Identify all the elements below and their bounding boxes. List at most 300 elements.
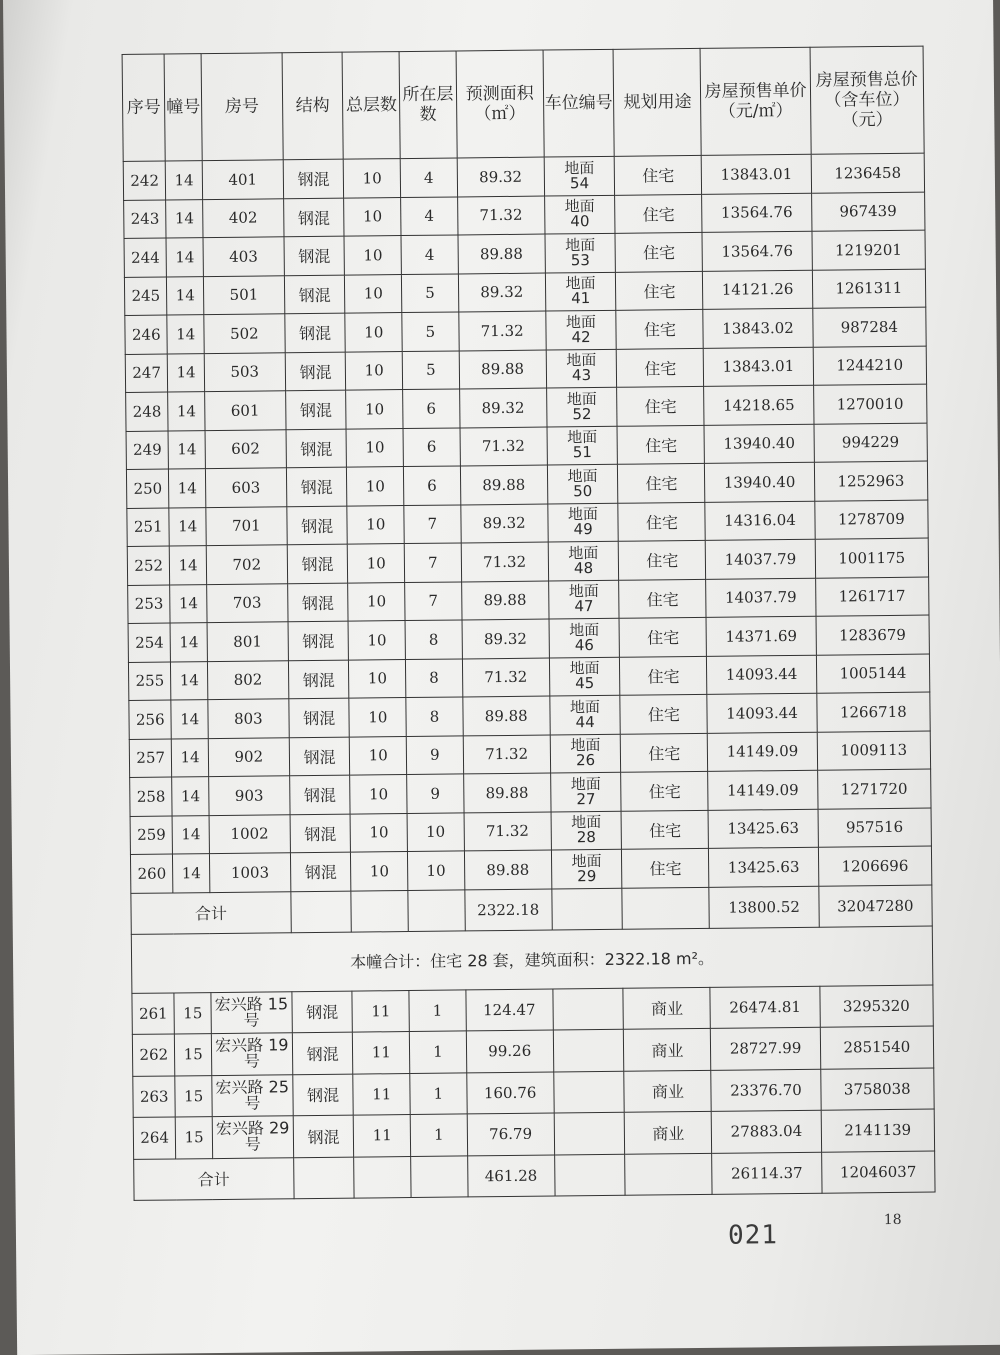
room-cell: 603 [205,468,286,507]
page-number: 18 [883,1211,902,1229]
price-table-container [122,46,936,1201]
parking-cell-line1: 地面 [571,813,602,832]
unit-price-cell: 14037.79 [706,539,816,579]
parking-cell-line2: 46 [574,635,594,655]
parking-cell-line1: 地面 [567,505,599,524]
total-floors-cell: 11 [353,1073,410,1115]
usage-cell: 住宅 [618,463,705,502]
parking-cell [547,426,618,465]
parking-cell [548,580,619,619]
building-cell: 15 [176,1117,213,1159]
usage-cell: 住宅 [621,733,708,772]
seq-cell: 263 [133,1075,176,1117]
structure-cell: 钢混 [285,390,346,429]
parking-cell-line2: 40 [570,212,590,231]
room-cell: 902 [208,737,289,776]
structure-cell: 钢混 [290,852,351,891]
parking-cell-line2: 26 [575,751,596,770]
total-price-cell: 1219201 [812,230,926,270]
parking-cell [544,195,615,234]
parking-cell [549,657,620,696]
area-cell: 71.32 [459,311,546,350]
unit-price-cell: 14149.09 [708,770,818,810]
total-floors-cell: 10 [345,274,402,313]
parking-cell-line2: 53 [570,250,590,270]
structure-cell: 钢混 [292,1032,353,1074]
structure-cell: 钢混 [287,583,348,622]
usage-cell: 住宅 [617,386,704,425]
usage-cell: 商业 [623,987,710,1029]
unit-price-cell: 14093.44 [707,693,817,733]
total-floors-cell: 10 [344,236,401,275]
structure-cell: 钢混 [286,467,347,506]
parking-cell-line1: 地面 [565,274,596,293]
parking-cell-line2: 52 [572,404,592,424]
unit-price-cell: 14093.44 [707,655,817,695]
unit-price-cell: 28727.99 [711,1027,821,1070]
subtotal-total-price: 32047280 [818,885,932,927]
parking-cell [549,618,620,657]
usage-cell: 住宅 [615,194,702,233]
total-floors-cell: 10 [350,775,407,814]
total-floors-cell: 10 [346,428,403,467]
parking-cell-line2: 51 [572,443,592,462]
subtotal-row-building-15 [134,1151,935,1200]
structure-cell: 钢混 [287,506,348,545]
address-cell-line1: 宏兴路 19 [214,1035,289,1056]
floor-cell: 8 [406,697,463,736]
room-cell: 802 [207,660,288,699]
structure-cell: 钢混 [283,159,344,198]
area-cell: 89.88 [463,696,550,735]
address-cell [211,991,292,1033]
total-floors-cell: 10 [349,659,406,698]
floor-cell: 5 [402,312,459,351]
seq-cell: 252 [127,546,170,585]
seq-cell: 243 [124,200,167,239]
total-floors-cell: 10 [348,582,405,621]
header-room: 房号 [201,53,283,161]
parking-cell-line2: 49 [573,520,593,539]
building-cell: 14 [173,854,210,893]
building-cell: 15 [175,1075,212,1117]
parking-cell-line1: 地面 [570,774,601,794]
usage-cell: 住宅 [622,848,709,887]
parking-cell-line1: 地面 [571,851,602,871]
structure-cell: 钢混 [284,275,345,314]
parking-cell-line2: 45 [575,674,595,693]
room-cell: 502 [204,314,285,353]
room-cell: 601 [204,391,285,430]
structure-cell: 钢混 [292,991,353,1033]
parking-cell-line1: 地面 [568,582,599,601]
building-cell: 14 [173,815,210,854]
seq-cell: 258 [130,777,173,816]
floor-cell: 9 [406,735,463,774]
subtotal-unit-price: 13800.52 [709,886,819,928]
table-header-row [122,46,924,161]
building-cell: 14 [166,199,203,238]
structure-cell: 钢混 [284,236,345,275]
total-price-cell: 1271720 [817,769,931,809]
building-cell: 14 [169,507,206,546]
seq-cell: 251 [127,508,170,547]
total-price-cell: 1283679 [816,615,930,655]
floor-cell: 5 [401,273,458,312]
total-floors-cell: 10 [347,505,404,544]
total-floors-cell: 10 [344,197,401,236]
seq-cell: 257 [129,738,172,777]
room-cell: 801 [207,622,288,661]
subtotal-label: 合计 [134,1157,294,1200]
parking-cell [553,1071,624,1113]
usage-cell: 住宅 [620,694,707,733]
usage-cell: 住宅 [615,155,702,194]
usage-cell: 商业 [624,1028,711,1070]
seq-cell: 261 [132,992,175,1034]
parking-cell-line2: 27 [576,789,596,809]
subtotal-label: 合计 [131,891,291,934]
unit-price-cell: 13940.40 [705,462,815,502]
total-price-cell: 1252963 [814,461,928,501]
building-cell: 14 [172,738,209,777]
unit-price-cell: 14218.65 [704,385,814,425]
parking-cell [548,541,619,580]
building-cell: 14 [167,276,204,315]
header-unit-price: 房屋预售单价（元/㎡） [700,47,810,155]
area-cell: 89.32 [457,157,544,196]
unit-price-cell: 13564.76 [702,193,812,233]
area-cell: 89.88 [458,234,545,273]
total-floors-cell: 10 [348,544,405,583]
structure-cell: 钢混 [288,621,349,660]
unit-price-cell: 13940.40 [704,424,814,464]
parking-cell-line1: 地面 [569,659,600,678]
parking-cell [547,503,618,542]
building-cell: 14 [171,661,208,700]
parking-cell [545,233,616,272]
total-price-cell: 967439 [811,192,925,232]
header-total-price: 房屋预售总价（含车位）（元） [810,46,924,154]
room-cell: 701 [206,506,287,545]
structure-cell: 钢混 [289,775,350,814]
usage-cell: 住宅 [618,502,705,541]
area-cell: 71.32 [457,196,544,235]
building-cell: 14 [168,392,205,431]
seq-cell: 244 [124,238,167,277]
room-cell: 401 [202,160,283,199]
building-cell: 14 [169,469,206,508]
address-cell-line1: 宏兴路 15 [214,994,289,1014]
seq-cell: 249 [126,431,169,470]
structure-cell: 钢混 [286,429,347,468]
room-cell: 1002 [209,814,290,853]
subtotal-area: 2322.18 [465,889,552,931]
usage-cell: 住宅 [619,540,706,579]
area-cell: 160.76 [466,1072,553,1114]
seq-cell: 256 [129,700,172,739]
unit-price-cell: 13425.63 [709,847,819,887]
total-floors-cell: 11 [354,1115,411,1157]
total-price-cell: 1236458 [811,153,925,193]
room-cell: 703 [207,583,288,622]
structure-cell: 钢混 [283,198,344,237]
floor-cell: 4 [401,196,458,235]
total-floors-cell: 10 [351,813,408,852]
structure-cell: 钢混 [288,660,349,699]
room-cell: 403 [203,237,284,276]
floor-cell: 4 [400,158,457,197]
usage-cell: 住宅 [619,617,706,656]
total-price-cell: 3295320 [820,985,934,1028]
total-price-cell: 994229 [814,423,928,463]
usage-cell: 住宅 [617,425,704,464]
unit-price-cell: 14316.04 [705,501,815,541]
usage-cell: 住宅 [621,771,708,810]
unit-price-cell: 13843.02 [703,308,813,348]
total-price-cell: 1005144 [816,654,930,694]
seq-cell: 254 [128,623,171,662]
total-price-cell: 3758038 [820,1068,934,1111]
area-cell: 124.47 [466,989,553,1031]
parking-cell [546,349,617,388]
total-price-cell: 957516 [818,808,932,848]
header-usage: 规划用途 [614,48,702,156]
header-total-floors: 总层数 [343,52,401,160]
parking-cell-line2: 29 [577,866,597,886]
unit-price-cell: 13843.01 [702,154,812,194]
unit-price-cell: 14037.79 [706,578,816,618]
parking-cell-line1: 地面 [567,466,598,486]
usage-cell: 商业 [625,1111,712,1153]
total-price-cell: 1270010 [813,384,927,424]
floor-cell: 6 [403,389,460,428]
unit-price-cell: 14121.26 [703,270,813,310]
area-cell: 89.32 [459,388,546,427]
room-cell: 503 [204,352,285,391]
floor-cell: 1 [409,989,466,1031]
floor-cell: 1 [410,1114,467,1156]
room-cell: 402 [202,198,283,237]
room-cell: 903 [209,776,290,815]
parking-cell-line1: 地面 [569,620,600,640]
parking-cell [550,734,621,773]
usage-cell: 住宅 [616,309,703,348]
room-cell: 602 [205,429,286,468]
parking-cell-line1: 地面 [568,543,599,563]
document-page [3,0,1000,1355]
building-cell: 14 [167,315,204,354]
header-parking: 车位编号 [543,49,615,157]
parking-cell-line2: 54 [569,173,590,193]
total-price-cell: 1244210 [813,346,927,386]
parking-cell-line1: 地面 [567,428,598,447]
stamp-number: 021 [727,1220,779,1251]
total-floors-cell: 11 [353,1032,410,1074]
structure-cell: 钢混 [293,1074,354,1116]
total-price-cell: 1278709 [814,500,928,540]
header-floor: 所在层数 [399,51,457,159]
room-cell: 1003 [209,853,290,892]
parking-cell-line1: 地面 [566,351,597,370]
floor-cell: 7 [405,581,462,620]
building-cell: 14 [168,430,205,469]
usage-cell: 住宅 [615,232,702,271]
parking-cell-line1: 地面 [565,235,596,255]
floor-cell: 4 [401,235,458,274]
total-price-cell: 987284 [812,307,926,347]
subtotal-area: 461.28 [467,1155,554,1197]
total-price-cell: 1206696 [818,846,932,886]
area-cell: 89.88 [464,850,551,889]
parking-cell-line2: 28 [576,828,597,847]
building-14-rows [123,153,932,893]
address-cell-line2: 号 [244,1093,261,1113]
building-15-rows [132,985,935,1159]
building-cell: 15 [175,1034,212,1076]
parking-cell-line2: 42 [571,327,591,347]
unit-price-cell: 14371.69 [706,616,816,656]
total-floors-cell: 10 [348,621,405,660]
structure-cell: 钢混 [289,698,350,737]
building-cell: 15 [174,992,211,1034]
parking-cell-line2: 44 [575,712,595,732]
structure-cell: 钢混 [293,1115,354,1157]
floor-cell: 1 [410,1072,467,1114]
building-summary: 本幢合计：住宅 28 套，建筑面积：2322.18 m²。 [131,926,933,993]
area-cell: 71.32 [462,658,549,697]
room-cell: 702 [206,545,287,584]
seq-cell: 246 [125,315,168,354]
floor-cell: 6 [403,427,460,466]
building-cell: 14 [166,238,203,277]
seq-cell: 242 [123,161,166,200]
area-cell: 71.32 [463,735,550,774]
total-price-cell: 1001175 [815,538,929,578]
parking-cell-line2: 43 [571,366,592,385]
floor-cell: 10 [407,812,464,851]
total-floors-cell: 10 [344,159,401,198]
structure-cell: 钢混 [289,737,350,776]
area-cell: 89.88 [459,350,546,389]
total-price-cell: 2851540 [820,1026,934,1069]
structure-cell: 钢混 [287,544,348,583]
parking-cell-line1: 地面 [565,312,597,332]
structure-cell: 钢混 [285,352,346,391]
unit-price-cell: 23376.70 [711,1069,821,1112]
building-cell: 14 [168,353,205,392]
area-cell: 71.32 [464,812,551,851]
seq-cell: 255 [128,661,171,700]
address-cell-line2: 号 [243,1010,260,1030]
building-cell: 14 [172,777,209,816]
parking-cell-line2: 41 [571,289,591,308]
usage-cell: 住宅 [617,348,704,387]
area-cell: 71.32 [461,542,548,581]
building-cell: 14 [166,161,203,200]
parking-cell [553,1029,624,1071]
address-cell [212,1116,293,1158]
parking-cell [545,272,616,311]
floor-cell: 7 [404,543,461,582]
floor-cell: 10 [408,851,465,890]
parking-cell-line1: 地面 [564,158,595,178]
area-cell: 89.88 [460,465,547,504]
floor-cell: 5 [402,350,459,389]
parking-cell-line1: 地面 [564,197,595,216]
total-floors-cell: 10 [347,467,404,506]
parking-cell [547,464,618,503]
total-floors-cell: 11 [352,990,409,1032]
floor-cell: 1 [409,1031,466,1073]
seq-cell: 253 [128,585,171,624]
usage-cell: 住宅 [621,810,708,849]
area-cell: 99.26 [466,1030,553,1072]
seq-cell: 262 [132,1034,175,1076]
usage-cell: 住宅 [616,271,703,310]
presale-price-table [122,46,936,1201]
total-floors-cell: 10 [346,390,403,429]
address-cell-line1: 宏兴路 25 [215,1077,290,1097]
area-cell: 89.32 [461,504,548,543]
total-price-cell: 2141139 [821,1109,935,1152]
parking-cell-line2: 48 [573,558,594,578]
parking-cell [551,849,622,888]
usage-cell: 商业 [624,1070,711,1112]
building-cell: 14 [170,584,207,623]
parking-cell [550,772,621,811]
total-floors-cell: 10 [345,313,402,352]
parking-cell-line1: 地面 [566,389,597,409]
area-cell: 89.88 [461,581,548,620]
total-floors-cell: 10 [346,351,403,390]
building-cell: 14 [171,700,208,739]
area-cell: 89.88 [463,773,550,812]
parking-cell [549,695,620,734]
address-cell [212,1074,293,1116]
address-cell-line2: 号 [243,1051,261,1072]
unit-price-cell: 27883.04 [712,1110,822,1153]
room-cell: 803 [208,699,289,738]
parking-cell [544,156,615,195]
area-cell: 76.79 [467,1113,554,1155]
seq-cell: 248 [126,392,169,431]
building-cell: 14 [170,546,207,585]
usage-cell: 住宅 [620,656,707,695]
floor-cell: 8 [406,658,463,697]
floor-cell: 6 [403,466,460,505]
floor-cell: 7 [404,504,461,543]
floor-cell: 9 [407,774,464,813]
seq-cell: 245 [124,277,167,316]
parking-cell [554,1112,625,1154]
header-seq: 序号 [122,54,166,161]
floor-cell: 8 [405,620,462,659]
unit-price-cell: 26474.81 [710,986,820,1029]
seq-cell: 260 [130,854,173,893]
room-cell: 501 [203,275,284,314]
structure-cell: 钢混 [290,814,351,853]
header-structure: 结构 [282,52,344,160]
total-price-cell: 1261717 [815,577,929,617]
seq-cell: 259 [130,815,173,854]
unit-price-cell: 13425.63 [708,809,818,849]
parking-cell-line1: 地面 [569,697,601,717]
area-cell: 71.32 [460,427,547,466]
parking-cell [546,387,617,426]
address-cell [211,1033,292,1075]
address-cell-line1: 宏兴路 29 [215,1118,290,1139]
